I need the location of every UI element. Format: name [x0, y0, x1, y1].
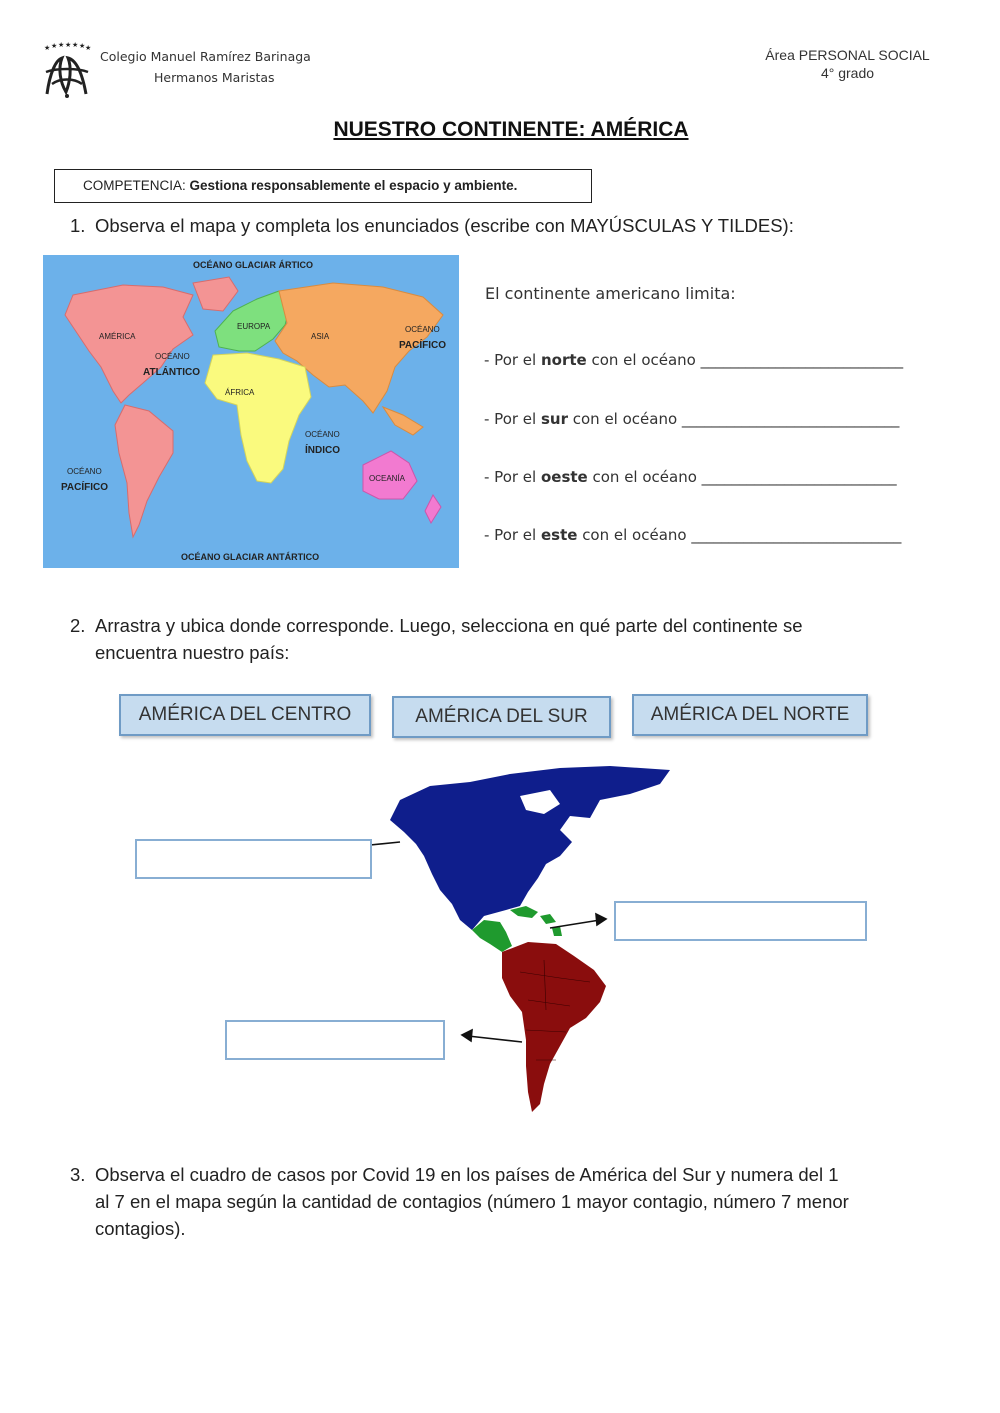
question-2-number: 2. — [70, 615, 86, 636]
map-label-oceania: OCEANÍA — [369, 474, 406, 483]
limits-intro: El continente americano limita: — [485, 284, 736, 303]
limit-row-pre: - Por el — [484, 410, 541, 428]
question-2 — [70, 612, 975, 666]
limit-row-pre: - Por el — [484, 468, 541, 486]
competencia-label: COMPETENCIA: — [83, 178, 186, 193]
map-label-indico-2: ÍNDICO — [305, 445, 340, 456]
limit-row-direction: oeste — [540, 468, 588, 486]
svg-text:★: ★ — [72, 42, 79, 49]
map-label-pacifico-east-1: OCÉANO — [405, 325, 440, 334]
limit-row-west — [484, 468, 897, 486]
limit-row-post: con el océano — [577, 526, 692, 544]
south-america-region — [502, 942, 606, 1112]
answer-blank-north[interactable]: ___________________________ — [700, 351, 904, 369]
map-label-africa: ÁFRICA — [225, 388, 255, 397]
map-label-artic: OCÉANO GLACIAR ÁRTICO — [193, 260, 313, 270]
limit-row-east — [484, 526, 901, 544]
map-label-pacifico-west-1: OCÉANO — [67, 467, 102, 476]
map-label-asia: ASIA — [311, 332, 330, 341]
svg-text:★: ★ — [58, 42, 65, 49]
drop-target-north[interactable] — [135, 839, 372, 879]
competencia-box — [54, 169, 592, 203]
answer-blank-south[interactable]: _____________________________ — [681, 410, 900, 428]
world-map — [43, 255, 459, 568]
question-2-line1: Arrastra y ubica donde corresponde. Luego, selecciona en qué parte del continente se — [95, 615, 803, 636]
map-label-pacifico-east-2: PACÍFICO — [399, 340, 447, 351]
page-title: NUESTRO CONTINENTE: AMÉRICA — [333, 118, 689, 141]
limit-row-pre: - Por el — [484, 526, 541, 544]
area-text: Área PERSONAL SOCIAL — [765, 47, 930, 63]
limit-row-direction: norte — [540, 351, 587, 369]
question-3 — [70, 1161, 975, 1242]
question-3-line3: contagios). — [95, 1218, 186, 1239]
map-label-atlantico-2: ATLÁNTICO — [143, 367, 201, 378]
drag-option-america-sur[interactable]: AMÉRICA DEL SUR — [392, 696, 611, 738]
question-1-text: Observa el mapa y completa los enunciados (escribe con MAYÚSCULAS Y TILDES): — [95, 215, 794, 236]
svg-text:★: ★ — [85, 44, 92, 52]
limit-row-post: con el océano — [567, 410, 682, 428]
question-1-number: 1. — [70, 215, 86, 236]
question-1 — [70, 212, 975, 239]
central-america-region — [472, 920, 512, 952]
question-3-line1: Observa el cuadro de casos por Covid 19 en los países de América del Sur y numera del 1 — [95, 1164, 839, 1185]
limit-row-direction: este — [540, 526, 578, 544]
answer-blank-west[interactable]: __________________________ — [701, 468, 897, 486]
answer-blank-east[interactable]: ____________________________ — [691, 526, 902, 544]
map-label-europa: EUROPA — [237, 322, 271, 331]
map-label-america: AMÉRICA — [99, 332, 136, 341]
svg-text:★: ★ — [44, 44, 51, 52]
map-label-atlantico-1: OCÉANO — [155, 352, 190, 361]
drag-option-america-centro[interactable]: AMÉRICA DEL CENTRO — [119, 694, 371, 736]
area-label — [740, 46, 955, 82]
drop-target-center[interactable] — [614, 901, 867, 941]
school-subtitle: Hermanos Maristas — [154, 70, 275, 85]
map-label-indico-1: OCÉANO — [305, 430, 340, 439]
limit-row-pre: - Por el — [484, 351, 541, 369]
question-2-line2: encuentra nuestro país: — [95, 642, 290, 663]
limit-row-post: con el océano — [586, 351, 701, 369]
svg-text:★: ★ — [79, 42, 86, 50]
grade-text: 4° grado — [820, 65, 875, 81]
competencia-text: Gestiona responsablemente el espacio y ambiente. — [189, 178, 518, 193]
drop-target-south[interactable] — [225, 1020, 445, 1060]
map-label-pacifico-west-2: PACÍFICO — [61, 482, 109, 493]
question-3-line2: al 7 en el mapa según la cantidad de contagios (número 1 mayor contagio, número 7 menor — [95, 1191, 849, 1212]
school-name: Colegio Manuel Ramírez Barinaga — [100, 49, 311, 64]
svg-text:★: ★ — [51, 42, 58, 50]
school-logo — [42, 42, 92, 100]
limit-row-south — [484, 410, 899, 428]
limit-row-post: con el océano — [587, 468, 702, 486]
map-label-antarctic: OCÉANO GLACIAR ANTÁRTICO — [181, 552, 320, 562]
question-3-number: 3. — [70, 1164, 86, 1185]
limit-row-direction: sur — [540, 410, 568, 428]
svg-text:★: ★ — [65, 42, 72, 49]
caribbean-islands-region — [510, 906, 562, 936]
drag-option-america-norte[interactable]: AMÉRICA DEL NORTE — [632, 694, 868, 736]
limit-row-north — [484, 351, 903, 369]
